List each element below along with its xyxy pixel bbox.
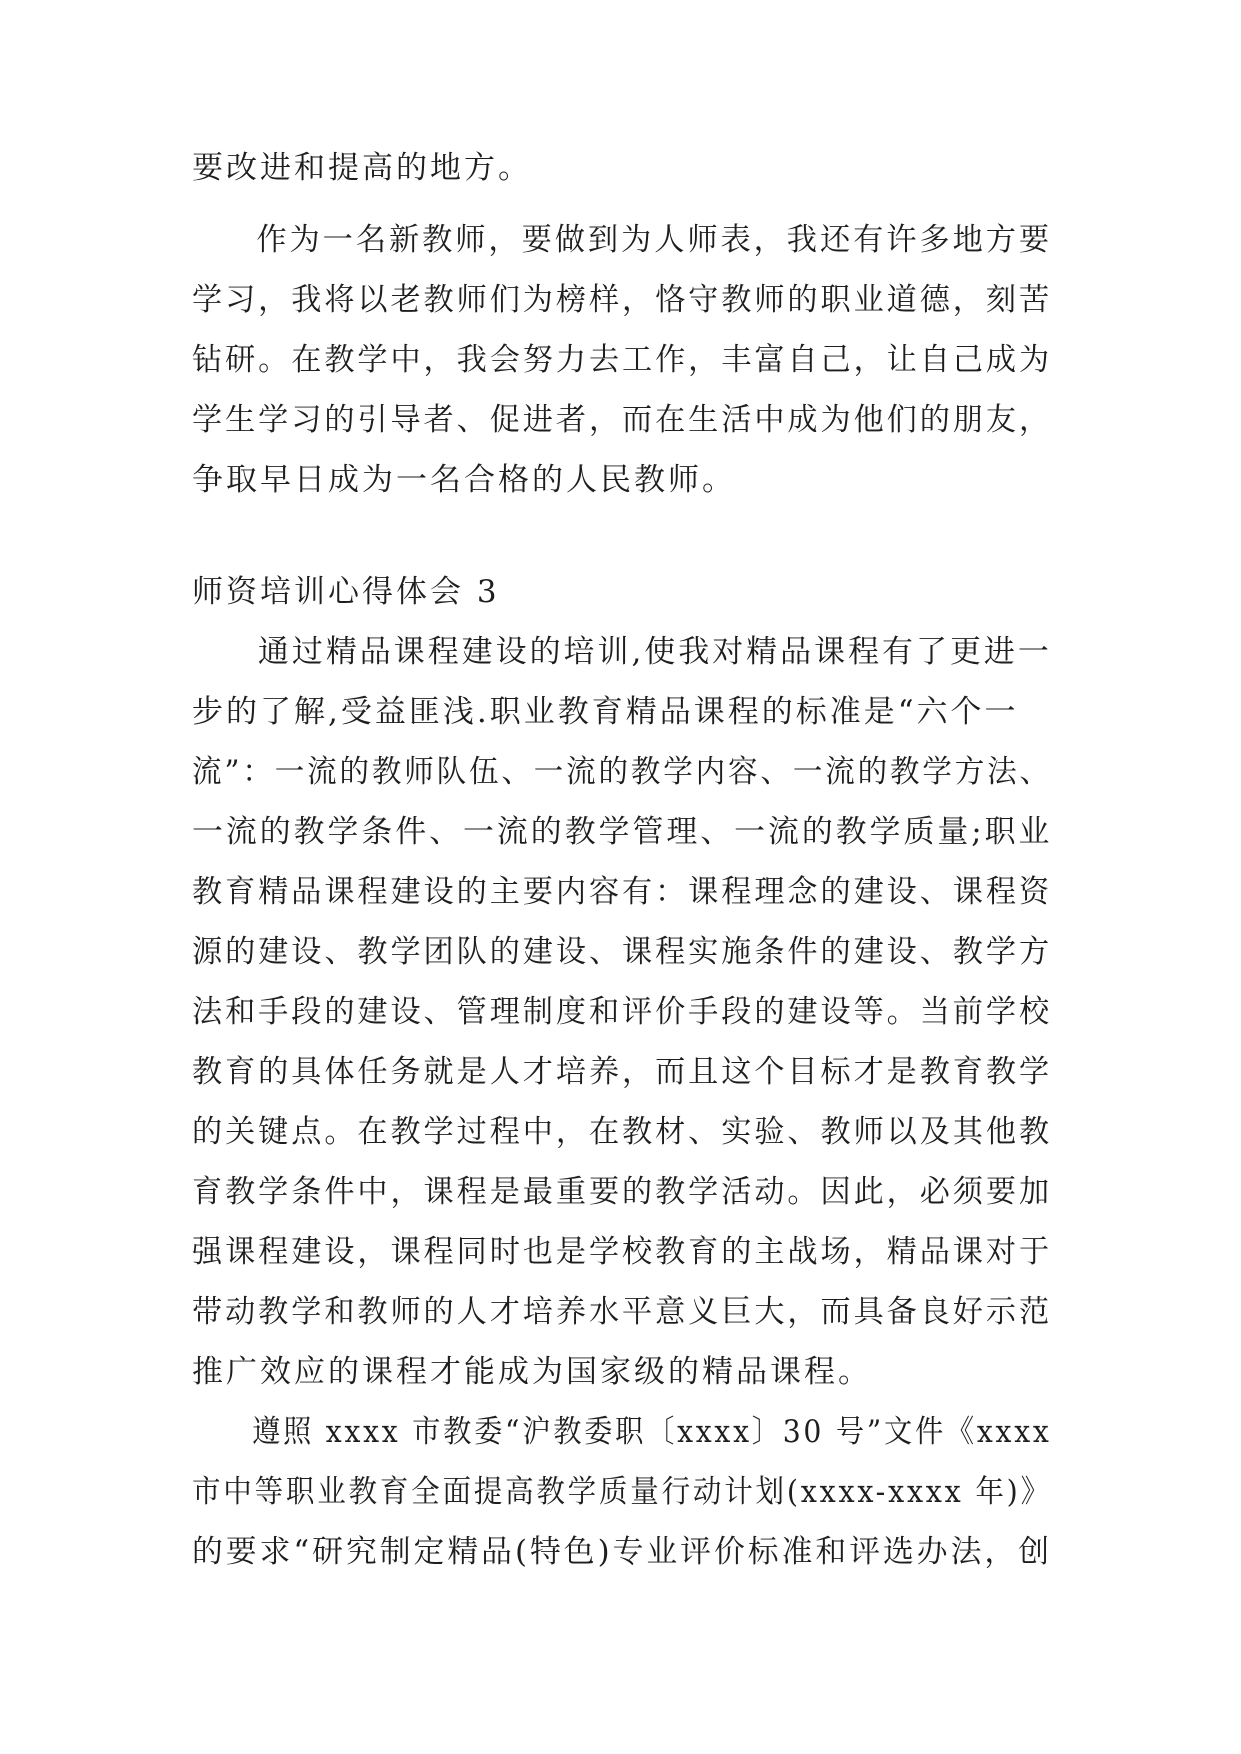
paragraph-line: 钻研。在教学中，我会努力去工作，丰富自己，让自己成为 [192,342,1053,378]
paragraph-line: 流”：一流的教师队伍、一流的教学内容、一流的教学方法、 [192,754,1052,790]
paragraph-line: 强课程建设，课程同时也是学校教育的主战场，精品课对于 [192,1234,1053,1270]
paragraph-line: 通过精品课程建设的培训,使我对精品课程有了更进一 [257,634,1052,670]
paragraph-line: 育教学条件中，课程是最重要的教学活动。因此，必须要加 [192,1174,1053,1210]
paragraph-line: 步的了解,受益匪浅.职业教育精品课程的标准是“六个一 [192,694,1019,730]
paragraph-line: 学习，我将以老教师们为榜样，恪守教师的职业道德，刻苦 [192,282,1053,318]
paragraph-line: 教育精品课程建设的主要内容有：课程理念的建设、课程资 [192,874,1053,910]
paragraph-line: 作为一名新教师，要做到为人师表，我还有许多地方要 [256,222,1053,258]
paragraph-line: 源的建设、教学团队的建设、课程实施条件的建设、教学方 [192,934,1053,970]
paragraph-line: 市中等职业教育全面提高教学质量行动计划(xxxx-xxxx 年)》 [192,1474,1052,1510]
section-heading: 师资培训心得体会 3 [192,574,500,610]
paragraph-line: 的要求“研究制定精品(特色)专业评价标准和评选办法，创 [192,1534,1053,1570]
paragraph-line: 遵照 xxxx 市教委“沪教委职〔xxxx〕30 号”文件《xxxx [252,1414,1052,1450]
paragraph-line: 教育的具体任务就是人才培养，而且这个目标才是教育教学 [192,1054,1053,1090]
paragraph-line: 学生学习的引导者、促进者，而在生活中成为他们的朋友， [192,402,1053,438]
paragraph-line: 带动教学和教师的人才培养水平意义巨大，而具备良好示范 [192,1294,1053,1330]
paragraph-line: 的关键点。在教学过程中，在教材、实验、教师以及其他教 [192,1114,1053,1150]
document-body [192,0,1052,1754]
paragraph-line: 法和手段的建设、管理制度和评价手段的建设等。当前学校 [192,994,1053,1030]
paragraph-line: 争取早日成为一名合格的人民教师。 [192,462,736,498]
paragraph-line: 推广效应的课程才能成为国家级的精品课程。 [192,1354,872,1390]
paragraph-line: 一流的教学条件、一流的教学管理、一流的教学质量;职业 [192,814,1053,850]
paragraph-line: 要改进和提高的地方。 [192,150,532,186]
